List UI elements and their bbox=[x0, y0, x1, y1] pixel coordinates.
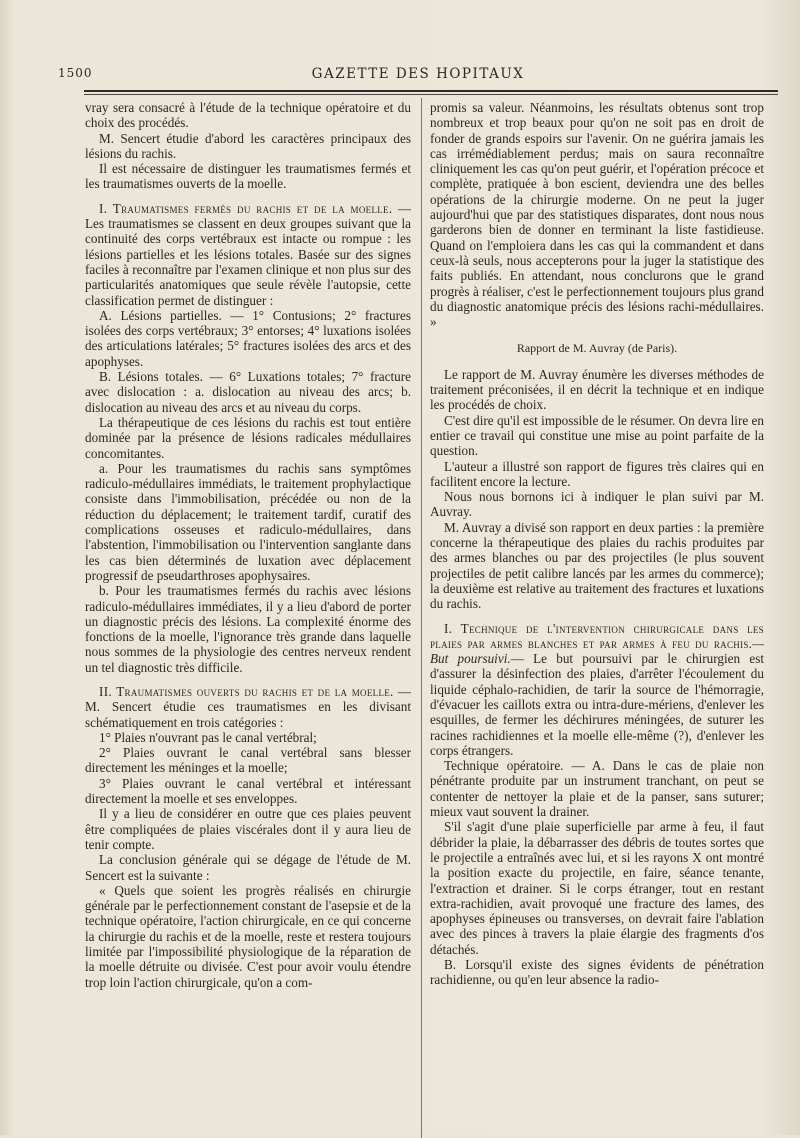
report-heading: Rapport de M. Auvray (de Paris). bbox=[516, 341, 678, 356]
paragraph: Il y a lieu de considérer en outre que ces plaies peuvent être compliquées de plaies viscérales dont il y aura lieu de tenir compte. bbox=[85, 806, 411, 852]
paragraph: vray sera consacré à l'étude de la technique opératoire et du choix des procédés. bbox=[85, 100, 411, 131]
column-divider bbox=[421, 98, 422, 1138]
paragraph: Le rapport de M. Auvray énumère les diverses méthodes de traitement préconisées, il en décrit la technique et en indique les procédés de choix. bbox=[430, 366, 764, 413]
section-text: — Le but poursuivi par le chirurgien est d'assurer la désinfection des plaies, d'arrêter l'écoulement du liquide céphalo-rachidien, de tarir la source de l'hémorragie, d'évacuer les caillots extra ou intra-dure-mériens, d'enlever les esquilles, de fermer les déchirures méningées, de suturer les racines rachidiennes et la moelle elle-même (?), d'enlever les corps étrangers. bbox=[430, 651, 764, 758]
paragraph: La conclusion générale qui se dégage de l'étude de M. Sencert est la suivante : bbox=[85, 852, 411, 883]
paragraph: A. Lésions partielles. — 1° Contusions; 2° fractures isolées des corps vertébraux; 3° entorses; 4° luxations isolées des articulations latérales; 5° fractures isolées des arcs et des apophyses. bbox=[85, 307, 411, 369]
paragraph: M. Sencert étudie d'abord les caractères principaux des lésions du rachis. bbox=[85, 130, 411, 161]
paragraph: S'il s'agit d'une plaie superficielle par arme à feu, il faut débrider la plaie, la débarrasser des débris de toutes sortes que le projectile a entraînés avec lui, et si les rayons X ont montré la position exacte du projectile, en faire, séance tenante, l'extraction et drainer. Si le corps étranger, tout en restant extra-rachidien, avait provoqué une fracture des lames, des apophyses épineuses ou transverses, on devrait faire l'ablation avec des pinces à travers la plaie élargie des fragments d'os détachés. bbox=[430, 819, 764, 957]
paragraph: C'est dire qu'il est impossible de le résumer. On devra lire en entier ce travail qui constitue une mise au point parfaite de la question. bbox=[430, 412, 764, 459]
section-closed-injuries bbox=[85, 201, 411, 308]
section-subheading: — But poursuivi. bbox=[430, 635, 764, 667]
page-number: 1500 bbox=[58, 66, 93, 80]
quotation: « Quels que soient les progrès réalisés en chirurgie générale par le perfectionnement constant de l'asepsie et de la technique opératoire, l'action chirurgicale, en ce qui concerne la chirurgie du rachis et de la moelle, reste et restera toujours limitée par l'impossibilité physiologique de la réparation de la moelle détruite ou divisée. C'est pour avoir voulu étendre trop loin l'action chirurgicale, qu'on a com- bbox=[85, 882, 411, 990]
left-column bbox=[85, 100, 411, 990]
section-text: — Les traumatismes se classent en deux groupes suivant que la continuité des corps vertébraux est intacte ou rompue : les lésions partielles et les lésions totales. Basée sur des signes faciles à reconnaître par l'examen clinique et non plus sur des particularités anatomiques que seule révèle l'autopsie, cette classification permet de distinguer : bbox=[85, 200, 412, 308]
paragraph: La thérapeutique de ces lésions du rachis est tout entière dominée par la présence de lésions radicales médullaires concomitantes. bbox=[85, 414, 411, 461]
running-title: GAZETTE DES HOPITAUX bbox=[311, 66, 525, 82]
paragraph: L'auteur a illustré son rapport de figures très claires qui en facilitent encore la lecture. bbox=[430, 458, 764, 489]
paragraph: a. Pour les traumatismes du rachis sans symptômes radiculo-médullaires immédiats, le traitement prophylactique consiste dans l'immobilisation, précédée ou non de la réduction du déplacement; le traitement tardif, curatif des complications osseuses et radiculo-médullaires, dans l'abstention, l'immobilisation ou l'intervention sanglante dans les cas bien déterminés de luxation avec déplacement progressif de pseudarthroses apophysaires. bbox=[85, 460, 411, 583]
header-rule bbox=[84, 90, 778, 92]
paragraph: b. Pour les traumatismes fermés du rachis avec lésions radiculo-médullaires immédiates, il y a lieu d'abord de porter un diagnostic précis des lésions. La complexité énorme des fonctions de la moelle, l'ignorance très grande dans laquelle nous sommes de la physiologie des centres nerveux rendent un tel diagnostic très difficile. bbox=[85, 583, 411, 675]
right-column bbox=[430, 100, 764, 988]
section-technique bbox=[430, 621, 764, 759]
page-header bbox=[58, 66, 778, 86]
section-heading: I. Traumatismes fermés du rachis et de la moelle. bbox=[99, 200, 393, 216]
section-heading: II. Traumatismes ouverts du rachis et de la moelle. bbox=[99, 683, 394, 699]
paragraph: B. Lésions totales. — 6° Luxations totales; 7° fracture avec dislocation : a. dislocation au niveau des arcs; b. dislocation au niveau des arcs et au niveau du corps. bbox=[85, 369, 411, 415]
paragraph: M. Auvray a divisé son rapport en deux parties : la première concerne la thérapeutique des plaies du rachis produites par des armes blanches ou par des projectiles (le plus souvent projectiles de petit calibre lancés par les armes du commerce); la deuxième est relative au traitement des fractures et luxations du rachis. bbox=[430, 519, 764, 612]
list-item: 2° Plaies ouvrant le canal vertébral sans blesser directement les méninges et la moelle; bbox=[85, 745, 411, 776]
section-open-injuries bbox=[85, 684, 411, 730]
section-heading: I. Technique de l'intervention chirurgicale dans les plaies par armes blanches et par armes à feu du rachis. bbox=[430, 620, 764, 651]
paragraph: Il est nécessaire de distinguer les traumatismes fermés et les traumatismes ouverts de la moelle. bbox=[85, 161, 411, 192]
section-text: — M. Sencert étudie ces traumatismes en les divisant schématiquement en trois catégories : bbox=[85, 683, 411, 730]
list-item: 1° Plaies n'ouvrant pas le canal vertébral; bbox=[99, 729, 317, 745]
paragraph: B. Lorsqu'il existe des signes évidents de pénétration rachidienne, ou qu'en leur absence la radio- bbox=[430, 957, 764, 988]
paragraph: promis sa valeur. Néanmoins, les résultats obtenus sont trop nombreux et trop beaux pour qu'on ne soit pas en droit de fonder de grands espoirs sur l'avenir. On ne guérira jamais les cas irrémédiablement perdus; mais on saura reconnaître cliniquement les cas qu'on peut guérir, et l'opération précoce et complète, pratiquée à bon escient, deviendra une des belles opérations de la chirurgie moderne. On ne peut la juger aujourd'hui que par des statistiques disparates, dont nous nous garderons bien de donner en terminant la liste fastidieuse. Quand on l'emploiera dans les cas qui la commandent et dans ceux-là seuls, nous accepterons pour la juger la statistique des faits publiés. En attendant, nous conclurons que le grand progrès à réaliser, c'est le perfectionnement toujours plus grand du diagnostic anatomique précis des lésions rachi-médullaires. » bbox=[430, 100, 764, 330]
header-rule-thin bbox=[84, 94, 778, 95]
paragraph: Nous nous bornons ici à indiquer le plan suivi par M. Auvray. bbox=[430, 489, 764, 520]
paragraph: Technique opératoire. — A. Dans le cas de plaie non pénétrante produite par un instrument tranchant, on peut se contenter de nettoyer la plaie et de la panser, sans suturer; mieux vaut souvent la drainer. bbox=[430, 758, 764, 820]
list-item: 3° Plaies ouvrant le canal vertébral et intéressant directement la moelle et ses enveloppes. bbox=[85, 775, 411, 807]
